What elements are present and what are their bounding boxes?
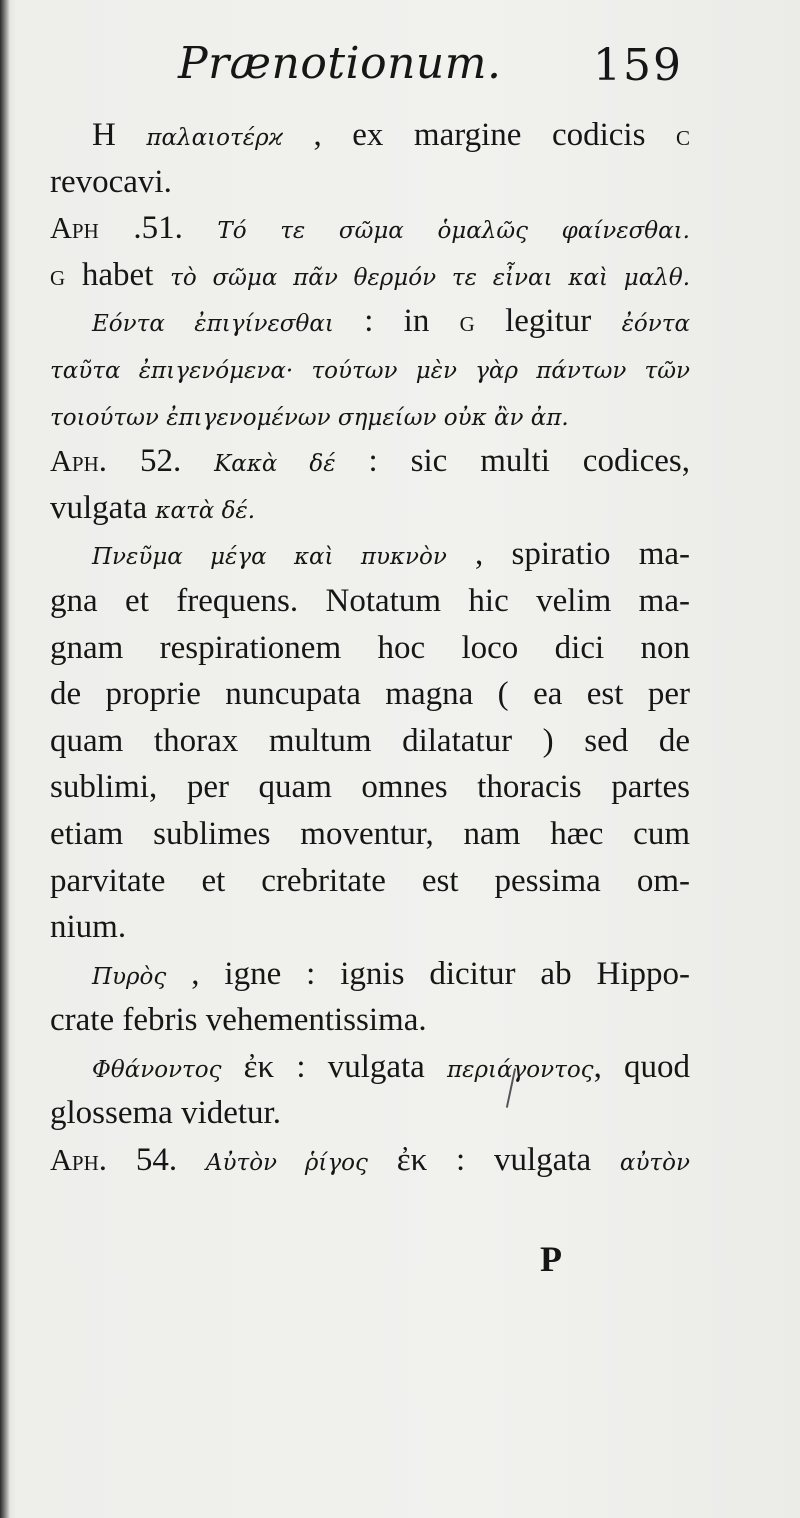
text-line: Εόντα ἐπιγίνεσθαι : in g legitur ἐόντα <box>92 303 690 340</box>
text-line: gna et frequens. Notatum hic velim ma- <box>50 582 690 619</box>
text-line: sublimi, per quam omnes thoracis partes <box>50 769 690 806</box>
text-line: nium. <box>50 909 127 946</box>
text-line: vulgata κατὰ δέ. <box>50 489 256 526</box>
text-line: Aph .51. Τό τε σῶμα ὁμαλῶς φαίνεσθαι. <box>50 210 690 247</box>
text-line: Φθάνοντος ἐκ : vulgata περιάγοντος, quod <box>92 1048 690 1085</box>
text-line: quam thorax multum dilatatur ) sed de <box>50 722 690 759</box>
text-line: de proprie nuncupata magna ( ea est per <box>50 676 690 713</box>
text-line: revocavi. <box>50 163 172 200</box>
page-number: 159 <box>593 40 683 91</box>
text-line: Aph. 54. Αὐτὸν ῥίγος ἐκ : vulgata αὐτὸν <box>50 1142 690 1179</box>
text-line: glossema videtur. <box>50 1095 281 1132</box>
signature-mark: P <box>540 1239 562 1279</box>
text-line: parvitate et crebritate est pessima om- <box>50 862 690 899</box>
text-line: g habet τὸ σῶμα πᾶν θερμόν τε εἶναι καὶ μαλθ. <box>50 256 690 293</box>
running-head: Prænotionum. <box>178 38 502 89</box>
text-line: etiam sublimes moventur, nam hæc cum <box>50 815 690 852</box>
body-text <box>50 112 690 1184</box>
text-line: gnam respirationem hoc loco dici non <box>50 629 690 666</box>
page-header <box>178 38 683 98</box>
text-line: Η παλαιοτέρϰ , ex margine codicis c <box>92 117 690 153</box>
text-line: τοιούτων ἐπιγενομένων σημείων οὐκ ἂν ἀπ. <box>50 404 569 431</box>
text-line: Aph. 52. Κακὰ δέ : sic multi codices, <box>50 443 690 480</box>
text-line: Πνεῦμα μέγα καὶ πυκνὸν , spiratio ma- <box>92 536 690 573</box>
text-line: crate febris vehementissima. <box>50 1002 427 1039</box>
text-line: ταῦτα ἐπιγενόμενα· τούτων μὲν γὰρ πάντων τῶν <box>50 357 690 384</box>
gutter-shadow <box>0 0 10 1518</box>
text-line: Πυρὸς , igne : ignis dicitur ab Hippo- <box>92 955 690 992</box>
